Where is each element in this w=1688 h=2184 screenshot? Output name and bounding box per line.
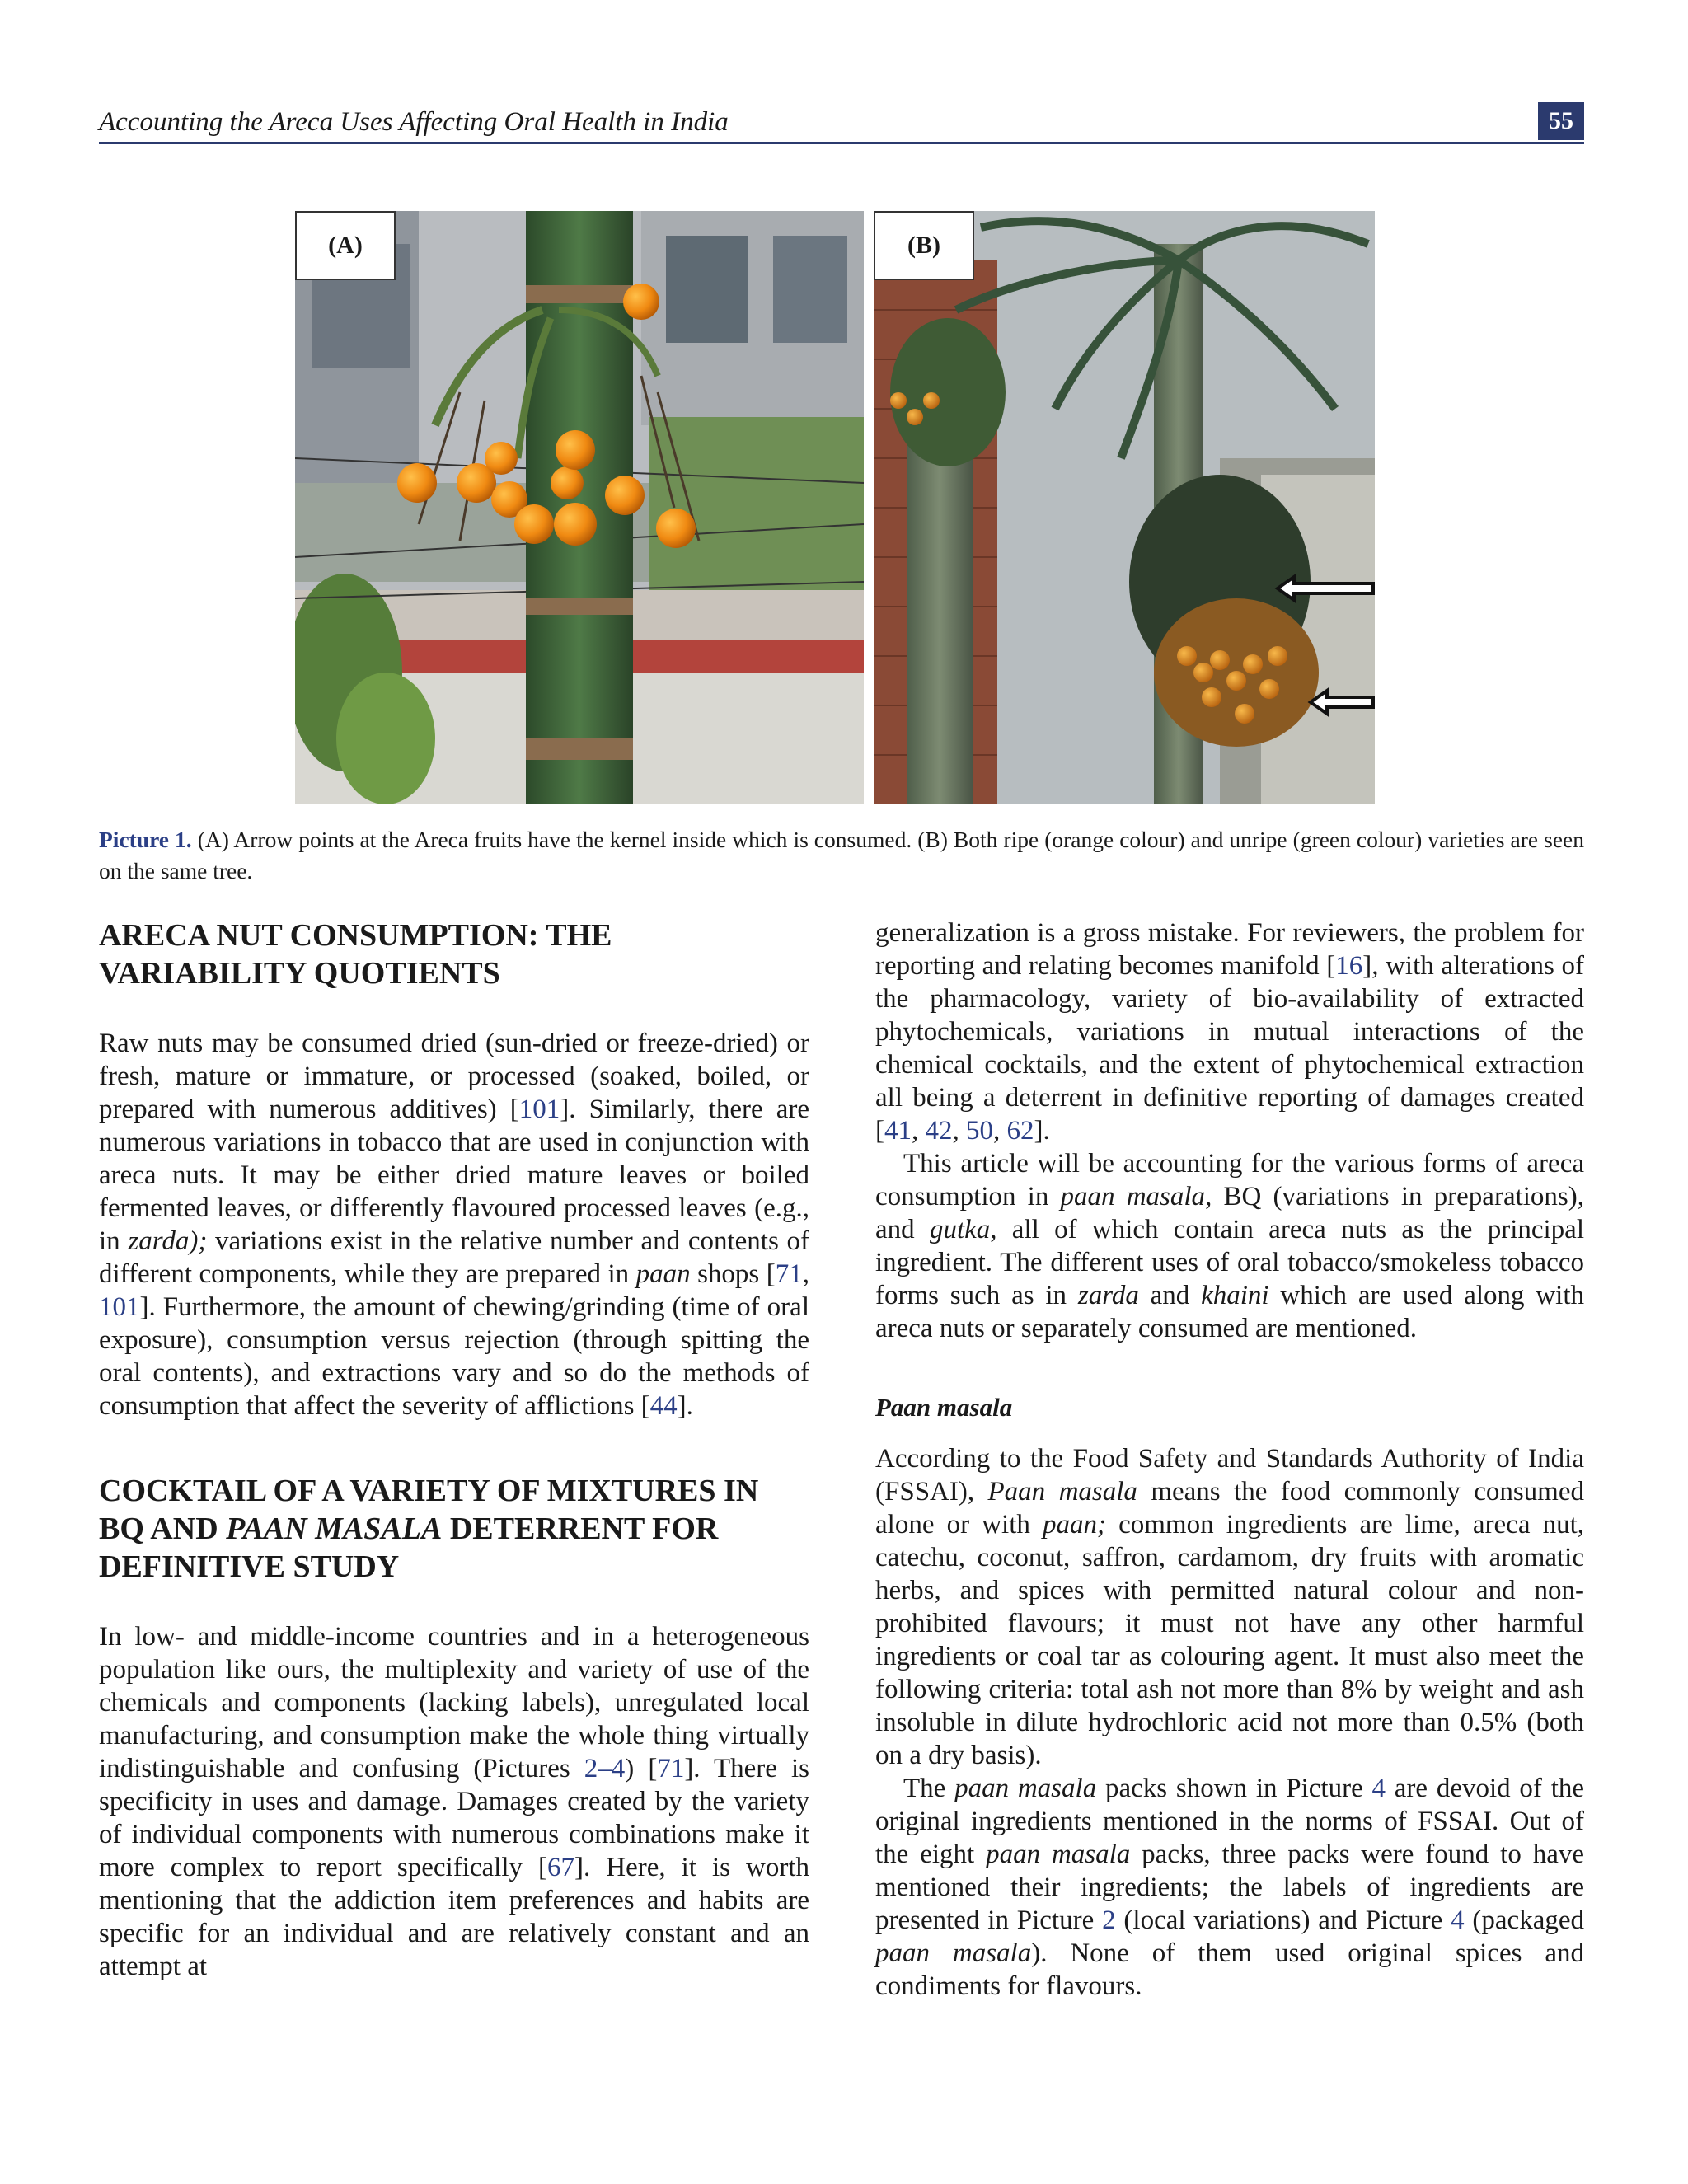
section-heading-areca-consumption: ARECA NUT CONSUMPTION: THE VARIABILITY QUOTIENTS [99, 918, 612, 991]
italic-term: paan masala [1060, 1182, 1206, 1212]
italic-term: paan; [1042, 1510, 1106, 1540]
text-run: ]. There is specificity in uses and damage. Damages created by the variety of individual components with numerous combinations make it more complex to report specifically [ [99, 1754, 809, 1882]
text-run: , BQ (variations in preparations), and [875, 1182, 1585, 1244]
citation-link[interactable]: 62 [1006, 1116, 1034, 1146]
citation-link[interactable]: 16 [1335, 951, 1363, 981]
citation-link[interactable]: 2–4 [584, 1754, 626, 1783]
text-run: ) [ [625, 1754, 658, 1783]
citation-link[interactable]: 71 [657, 1754, 685, 1783]
paragraph-low-middle-income [99, 1620, 809, 1983]
italic-term: gutka [929, 1215, 991, 1244]
text-run: (packaged [1464, 1905, 1584, 1935]
italic-term: khaini [1201, 1281, 1269, 1310]
citation-link[interactable]: 101 [99, 1292, 140, 1322]
italic-term: paan masala [875, 1938, 1032, 1968]
text-run: , [993, 1116, 1007, 1146]
italic-term: Paan masala [987, 1477, 1137, 1507]
text-run: Raw nuts may be consumed dried (sun-dried or freeze-dried) or fresh, mature or immature, or processed (soaked, boiled, or prepared with numerous additives) [ [99, 1029, 809, 1124]
citation-link[interactable]: 4 [1451, 1905, 1465, 1935]
right-column [875, 916, 1584, 2003]
text-run: shops [ [690, 1259, 776, 1289]
italic-term: paan masala [986, 1840, 1131, 1869]
citation-link[interactable]: 2 [1102, 1905, 1116, 1935]
paragraph-generalization [875, 916, 1584, 1147]
text-run: DETERRENT FOR DEFINITIVE STUDY [99, 1511, 719, 1584]
photo-panel-a [295, 211, 864, 804]
paragraph-this-article [875, 1147, 1584, 1345]
citation-link[interactable]: 41 [884, 1116, 912, 1146]
citation-link[interactable]: 44 [649, 1391, 678, 1421]
text-run: According to the Food Safety and Standards Authority of India (FSSAI), [875, 1444, 1584, 1507]
caption-label: Picture 1. [99, 827, 192, 852]
text-run: generalization is a gross mistake. For reviewers, the problem for reporting and relating becomes manifold [ [875, 918, 1584, 981]
citation-link[interactable]: 101 [518, 1094, 560, 1124]
photo-panel-b [874, 211, 1375, 804]
italic-term: paan [635, 1259, 691, 1289]
paragraph-fssai [875, 1442, 1584, 1772]
text-run: common ingredients are lime, areca nut, catechu, coconut, saffron, cardamom, dry fruits with aromatic herbs, and spices with permitted natural colour and non-prohibited flavours; it must not have any other harmful ingredients or coal tar as colouring agent. It must also meet the following criteria: total ash not more than 8% by weight and ash insoluble in dilute hydrochloric acid not more than 0.5% (both on a dry basis). [875, 1510, 1584, 1770]
citation-link[interactable]: 67 [547, 1853, 575, 1882]
section-heading-cocktail [99, 1472, 809, 1586]
text-run: , [802, 1259, 809, 1289]
citation-link[interactable]: 4 [1372, 1774, 1386, 1803]
italic-term: zarda); [128, 1226, 208, 1256]
running-header [99, 105, 1584, 144]
text-run: packs shown in Picture [1096, 1774, 1372, 1803]
text-run: ]. Furthermore, the amount of chewing/grinding (time of oral exposure), consumption versus rejection (through spitting the oral contents), and extractions vary and so do the methods of consumption that affect the severity of afflictions [ [99, 1292, 809, 1421]
text-run: COCKTAIL OF A VARIETY OF MIXTURES IN BQ AND [99, 1474, 759, 1546]
paragraph-raw-nuts [99, 1027, 809, 1422]
text-run: In low- and middle-income countries and in a heterogeneous population like ours, the multiplexity and variety of use of the chemicals and components (lacking labels), unregulated local manufacturing, and consumption make the whole thing virtually indistinguishable and confusing (Pictures [99, 1622, 809, 1783]
text-run: and [1138, 1281, 1202, 1310]
areca-fruit-cluster-photo [295, 211, 864, 804]
citation-link[interactable]: 71 [775, 1259, 803, 1289]
text-run: ]. [1034, 1116, 1050, 1146]
text-run: , all of which contain areca nuts as the principal ingredient. The different uses of oral tobacco/smokeless tobacco forms such as in [875, 1215, 1584, 1310]
left-column [99, 916, 809, 1983]
text-run: means the food commonly consumed alone or with [875, 1477, 1584, 1540]
running-title: Accounting the Areca Uses Affecting Oral Health in India [99, 107, 729, 137]
text-run: (local variations) and Picture [1115, 1905, 1451, 1935]
text-run: are devoid of the original ingredients mentioned in the norms of FSSAI. Out of the eight [875, 1774, 1585, 1869]
citation-link[interactable]: 50 [966, 1116, 993, 1146]
text-run: ], with alterations of the pharmacology, variety of bio-availability of extracted phytochemicals, variations in mutual interactions of the chemical cocktails, and the extent of phytochemical extraction all being a deterrent in definitive reporting of damages created [ [875, 951, 1585, 1146]
text-run: , [952, 1116, 966, 1146]
text-run: , [912, 1116, 926, 1146]
text-run: ]. Similarly, there are numerous variations in tobacco that are used in conjunction with areca nuts. It may be either dried mature leaves or boiled fermented leaves, or differently flavoured processed leaves (e.g., in [99, 1094, 810, 1256]
italic-term: paan masala [954, 1774, 1097, 1803]
text-run: which are used along with areca nuts or separately consumed are mentioned. [875, 1281, 1585, 1343]
italic-term: zarda [1077, 1281, 1139, 1310]
caption-text: (A) Arrow points at the Areca fruits have the kernel inside which is consumed. (B) Both ripe (orange colour) and unripe (green colour) varieties are seen on the same tree. [99, 827, 1584, 883]
figure-caption [99, 824, 1584, 887]
text-run: variations exist in the relative number and contents of different components, while they are prepared in [99, 1226, 810, 1289]
text-run: ]. Here, it is worth mentioning that the addiction item preferences and habits are specific for an individual and are relatively constant and an attempt at [99, 1853, 809, 1981]
paragraph-packs [875, 1772, 1584, 2003]
italic-term: PAAN MASALA [226, 1511, 443, 1546]
panel-label-a: (A) [295, 211, 396, 280]
text-run: packs, three packs were found to have mentioned their ingredients; the labels of ingredients are presented in Picture [875, 1840, 1584, 1935]
page-number: 55 [1538, 102, 1584, 140]
text-run: This article will be accounting for the various forms of areca consumption in [875, 1149, 1584, 1212]
citation-link[interactable]: 42 [925, 1116, 953, 1146]
text-run: ). None of them used original spices and condiments for flavours. [875, 1938, 1585, 2001]
text-run: The [903, 1774, 955, 1803]
panel-label-b: (B) [874, 211, 974, 280]
areca-palm-tree-photo [874, 211, 1375, 804]
text-run: ]. [677, 1391, 693, 1421]
subsection-heading-paan-masala: Paan masala [875, 1393, 1013, 1422]
